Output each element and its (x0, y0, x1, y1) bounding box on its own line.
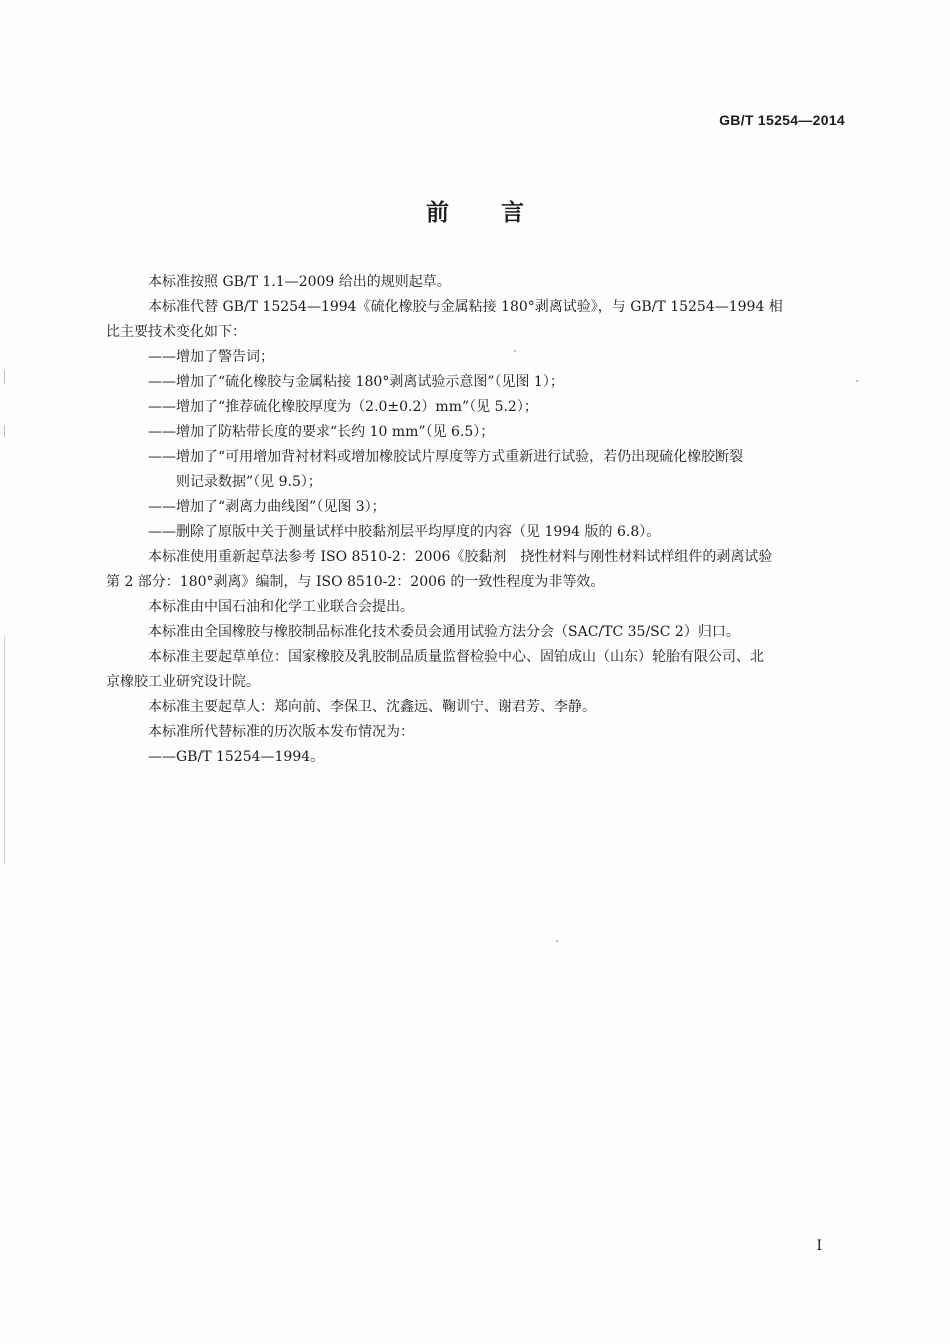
paragraph-replacement-line1: 本标准代替 GB/T 15254—1994《硫化橡胶与金属粘接 180°剥离试验》，与 GB/T 15254—1994 相 (148, 299, 783, 315)
change-item-deleted: ——删除了原版中关于测量试样中胶黏剂层平均厚度的内容（见 1994 版的 6.8）。 (148, 524, 661, 540)
standard-code: GB/T 15254—2014 (719, 112, 845, 128)
page-title (0, 194, 950, 227)
paragraph-history: 本标准所代替标准的历次版本发布情况为： (148, 724, 414, 740)
change-item-tape-length: ——增加了防粘带长度的要求“长约 10 mm”（见 6.5）； (148, 424, 495, 440)
scan-mark (514, 350, 516, 352)
title-char-2: 言 (501, 200, 524, 226)
scan-mark (556, 940, 558, 942)
scan-mark (4, 635, 5, 865)
paragraph-proposer: 本标准由中国石油和化学工业联合会提出。 (148, 599, 414, 615)
page-number: I (816, 1238, 822, 1254)
change-item-curve: ——增加了“剥离力曲线图”（见图 3）； (148, 499, 386, 515)
change-item-figure1: ——增加了“硫化橡胶与金属粘接 180°剥离试验示意图”（见图 1）； (148, 374, 564, 390)
paragraph-drafting-units-line1: 本标准主要起草单位：国家橡胶及乳胶制品质量监督检验中心、固铂成山（山东）轮胎有限公司、北 (148, 649, 764, 665)
paragraph-committee: 本标准由全国橡胶与橡胶制品标准化技术委员会通用试验方法分会（SAC/TC 35/SC 2）归口。 (148, 624, 740, 640)
foreword-body (106, 270, 846, 770)
change-item-retest-line1: ——增加了“可用增加背衬材料或增加橡胶试片厚度等方式重新进行试验，若仍出现硫化橡胶断裂 (148, 449, 744, 465)
scan-mark (4, 425, 5, 437)
history-item: ——GB/T 15254—1994。 (148, 749, 325, 765)
paragraph-replacement-line2: 比主要技术变化如下： (106, 324, 246, 340)
scan-mark (856, 380, 858, 382)
paragraph-reference-line1: 本标准使用重新起草法参考 ISO 8510-2：2006《胶黏剂 挠性材料与刚性材料试样组件的剥离试验 (148, 549, 773, 565)
paragraph-drafting-units-line2: 京橡胶工业研究设计院。 (106, 674, 260, 690)
title-char-1: 前 (426, 200, 449, 226)
change-item-thickness: ——增加了“推荐硫化橡胶厚度为（2.0±0.2）mm”（见 5.2）； (148, 399, 538, 415)
paragraph-reference-line2: 第 2 部分：180°剥离》编制，与 ISO 8510-2：2006 的一致性程度为非等效。 (106, 574, 605, 590)
paragraph-drafting-rules: 本标准按照 GB/T 1.1—2009 给出的规则起草。 (148, 274, 451, 290)
change-item-retest-line2: 则记录数据”（见 9.5）； (176, 474, 322, 490)
change-item-warning: ——增加了警告词； (148, 349, 274, 365)
scan-mark (4, 370, 5, 384)
paragraph-drafters: 本标准主要起草人：郑向前、李保卫、沈鑫远、鞠训宁、谢君芳、李静。 (148, 699, 596, 715)
